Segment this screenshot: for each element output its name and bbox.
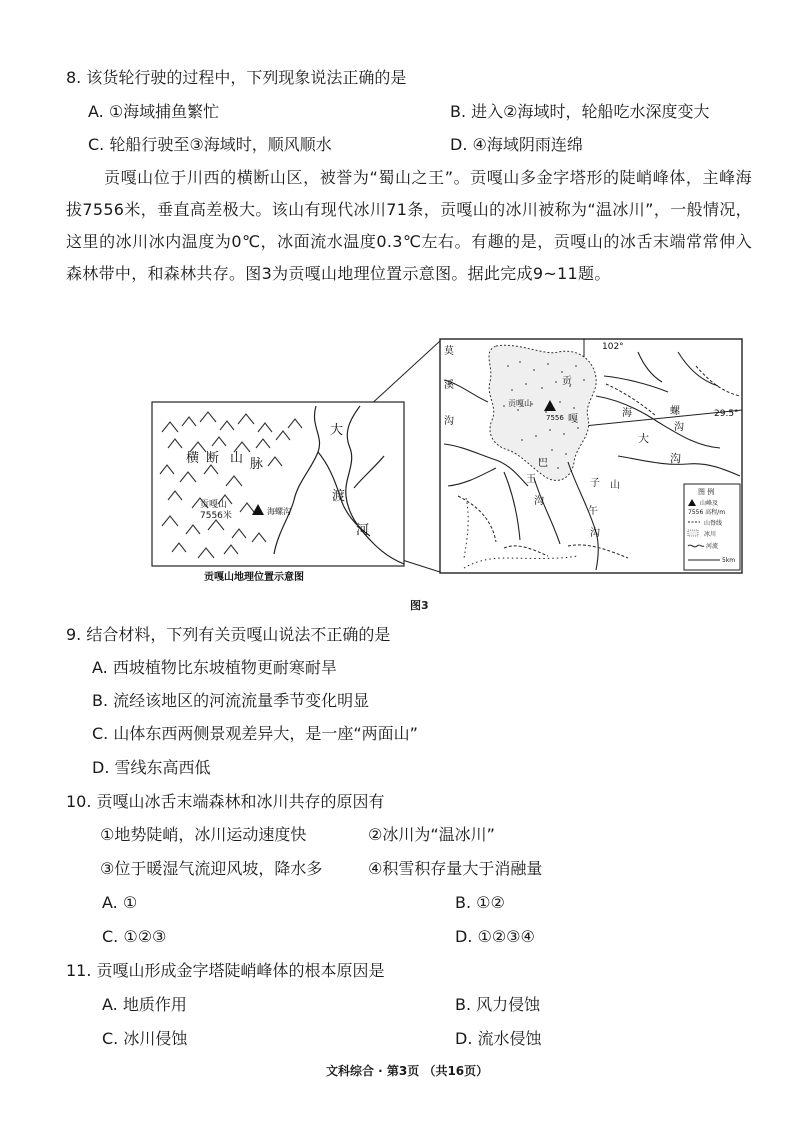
q9-option-a: A. 西坡植物比东坡植物更耐寒耐旱 (92, 658, 337, 677)
moxigou-char-2: 溪 (444, 380, 454, 391)
moxigou-char-1: 莫 (444, 346, 454, 357)
legend-peak: 山峰及 (700, 500, 719, 507)
detail-peak-name: 贡嘎山 (508, 399, 532, 408)
moxigou-char-3: 沟 (444, 416, 454, 427)
q10-option-a: A. ① (102, 893, 138, 912)
figure-label: 图3 (410, 599, 429, 612)
left-map-caption: 贡嘎山地理位置示意图 (204, 572, 304, 583)
hailuogou-char-3: 沟 (674, 422, 684, 433)
figure-3 (148, 336, 748, 616)
q10-option-d: D. ①②③④ (455, 927, 535, 946)
q8-option-d: D. ④海域阴雨连绵 (450, 135, 583, 154)
hailuogou-label: 海螺沟 (267, 507, 291, 516)
q9-option-b: B. 流经该地区的河流流量季节变化明显 (92, 691, 370, 710)
legend-title: 图 例 (698, 488, 715, 496)
peak-height-label: 7556米 (200, 511, 232, 521)
dadu-char-2: 渡 (332, 489, 346, 504)
location-map (152, 402, 404, 566)
q8-option-a: A. ①海域捕鱼繁忙 (88, 102, 220, 121)
hailuogou-char-1: 海 (622, 408, 632, 419)
bawanggou-char-2: 王 (526, 474, 536, 485)
hengduan-char-3: 山 (230, 451, 244, 466)
legend-river: 河流 (706, 543, 719, 550)
passage: 贡嘎山位于川西的横断山区，被誉为“蜀山之王”。贡嘎山多金字塔形的陡峭峰体，主峰海拔7556米，垂直高差极大。该山有现代冰川71条，贡嘎山的冰川被称为“温冰川”，一般情况，这里的冰川冰内温度为0℃，冰面流水温度0.3℃左右。有趣的是，贡嘎山的冰舌末端常常伸入森林带中，和森林共存。图3为贡嘎山地理位置示意图。据此完成9~11题。 (66, 168, 752, 283)
q10-statement-2: ②冰川为“温冰川” (368, 825, 495, 844)
hengduan-char-2: 断 (206, 451, 220, 466)
detail-peak-height: 7556 (546, 414, 564, 422)
q10-option-c: C. ①②③ (102, 927, 167, 946)
legend-ridge: 山脊线 (704, 520, 723, 527)
gou-label: 沟 (670, 452, 681, 465)
q9-option-d: D. 雪线东高西低 (92, 758, 211, 777)
ziwushan-char-4: 沟 (590, 528, 600, 539)
ziwushan-char-3: 午 (588, 506, 598, 517)
q11-option-a: A. 地质作用 (102, 995, 187, 1014)
q10-option-b: B. ①② (455, 893, 505, 912)
peak-name-label: 贡嘎山 (200, 500, 228, 510)
page-footer: 文科综合 · 第3页 （共16页） (326, 1064, 489, 1078)
latitude-label: 29.5° (714, 409, 739, 419)
q11-stem: 11. 贡嘎山形成金字塔陡峭峰体的根本原因是 (66, 961, 385, 980)
q11-option-b: B. 风力侵蚀 (455, 995, 541, 1014)
dadu-char-3: 河 (356, 523, 370, 538)
q10-statement-4: ④积雪积存量大于消融量 (368, 859, 543, 878)
legend-peak-2: 7556 高程/m (688, 509, 726, 516)
dadu-char-1: 大 (330, 423, 344, 438)
ziwushan-char-2: 山 (610, 480, 620, 491)
bawanggou-char-1: 巴 (538, 458, 548, 469)
q8-stem: 8. 该货轮行驶的过程中，下列现象说法正确的是 (66, 68, 407, 87)
detail-map (440, 339, 742, 573)
q11-option-d: D. 流水侵蚀 (455, 1029, 542, 1048)
ziwushan-char-1: 子 (590, 478, 600, 489)
dadu-river-label: 大 (638, 432, 649, 445)
q10-statement-3: ③位于暖湿气流迎风坡，降水多 (100, 859, 323, 878)
legend-glacier-icon (688, 530, 698, 536)
bawanggou-char-3: 沟 (534, 496, 544, 507)
q8-option-c: C. 轮船行驶至③海域时，顺风顺水 (88, 135, 332, 154)
hengduan-char-4: 脉 (250, 457, 264, 472)
q9-option-c: C. 山体东西两侧景观差异大，是一座“两面山” (92, 724, 418, 743)
q10-stem: 10. 贡嘎山冰舌末端森林和冰川共存的原因有 (66, 792, 385, 811)
gongga-char-1: 贡 (562, 376, 572, 387)
hengduan-char-1: 横 (186, 451, 200, 466)
gongga-char-2: 嘎 (568, 414, 578, 425)
longitude-label: 102° (602, 342, 624, 352)
q10-statement-1: ①地势陡峭，冰川运动速度快 (100, 825, 307, 844)
hailuogou-char-2: 螺 (670, 406, 680, 417)
legend-scale: 5km (722, 557, 736, 564)
map-legend (684, 484, 740, 570)
q9-stem: 9. 结合材料，下列有关贡嘎山说法不正确的是 (66, 625, 391, 644)
q11-option-c: C. 冰川侵蚀 (102, 1029, 188, 1048)
q8-option-b: B. 进入②海域时，轮船吃水深度变大 (450, 102, 710, 121)
figure-3-svg (148, 336, 748, 616)
legend-glacier: 冰川 (704, 531, 717, 538)
